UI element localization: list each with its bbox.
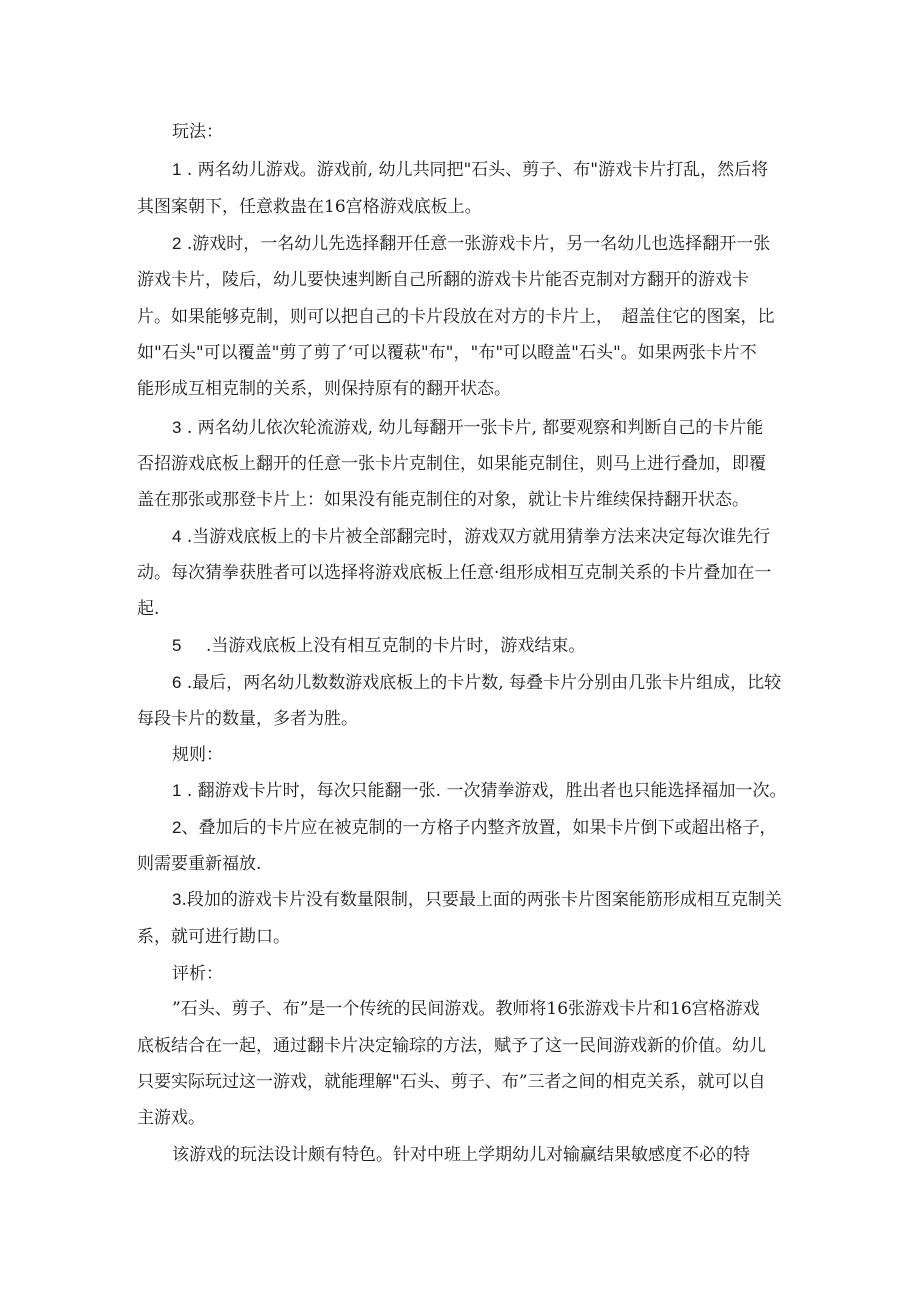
- play-item-2-line-2: 游戏卡片，陵后，幼儿要快速判断自己所翻的游戏卡片能否克制对方翻开的游戏卡: [137, 270, 749, 290]
- play-item-3-line-3: 盖在那张或那登卡片上：如果没有能克制住的对象，就让卡片维续保持翻开状态。: [137, 490, 749, 510]
- analysis-para-2-line-1: 该游戏的玩法设计颇有特色。针对中班上学期幼儿对输赢结果敏感度不必的特: [172, 1145, 750, 1165]
- play-item-3-number: 3: [172, 418, 182, 437]
- play-item-4-line-1: 4 .当游戏底板上的卡片被全部翻完时，游戏双方就用猜拳方法来决定每次谁先行: [172, 527, 771, 547]
- play-item-3-line-1: 3 . 两名幼儿依次轮流游戏, 幼儿每翻开一张卡片, 都要观察和判断自己的卡片能: [172, 418, 764, 438]
- analysis-para-1-line-2: 底板结合在一起，通过翻卡片决定输琮的方法，赋予了这一民间游戏新的价值。幼儿: [137, 1036, 766, 1056]
- analysis-para-1-line-1: ”石头、剪子、布”是一个传统的民间游戏。教师将16张游戏卡片和16宫格游戏: [172, 999, 760, 1019]
- analysis-para-1-line-4: 主游戏。: [137, 1108, 205, 1128]
- rules-item-2-number: 2: [172, 818, 182, 837]
- play-item-5-line-1: 5 .当游戏底板上没有相互克制的卡片时，游戏结束。: [172, 636, 586, 656]
- rules-item-1-line-1: 1 . 翻游戏卡片时，每次只能翻一张. 一次猜拳游戏，胜出者也只能选择福加一次。: [172, 781, 787, 801]
- analysis-heading: 评析：: [172, 964, 223, 984]
- analysis-para-1-line-3: 只要实际玩过这一游戏，就能理解"石头、剪子、布”三者之间的相克关系，就可以自: [137, 1072, 766, 1092]
- rules-item-2-line-1: 2、叠加后的卡片应在被克制的一方格子内整齐放置，如果卡片倒下或超出格子，: [172, 818, 777, 838]
- play-item-4-line-2: 动。每次猜拳获胜者可以选择将游戏底板上任意·组形成相互克制关系的卡片叠加在一: [137, 563, 772, 583]
- play-item-2-line-4: 如"石头"可以覆盖"剪了剪了‘可以覆萩"布"，"布"可以瞪盖"石头"。如果两张卡片不: [137, 343, 757, 363]
- rules-item-3-line-1: 3.段加的游戏卡片没有数量限制，只要最上面的两张卡片图案能筋形成相互克制关: [172, 890, 782, 910]
- rules-item-3-line-2: 系，就可进行勘口。: [137, 927, 290, 947]
- play-item-2-line-1: 2 .游戏时，一名幼儿先选择翻开任意一张游戏卡片，另一名幼儿也选择翻开一张: [172, 234, 771, 254]
- play-item-6-number: 6: [172, 673, 182, 692]
- play-item-1-number: 1: [172, 160, 182, 179]
- play-item-1-line-2: 其图案朝下，任意救蛊在16宫格游戏底板上。: [137, 197, 482, 217]
- rules-item-1-number: 1: [172, 781, 182, 800]
- play-item-2-line-5: 能形成互相克制的关系，则保持原有的翻开状态。: [137, 379, 511, 399]
- rules-heading: 规则：: [172, 745, 223, 765]
- play-item-6-line-1: 6 .最后，两名幼儿数数游戏底板上的卡片数, 每叠卡片分别由几张卡片组成，比较: [172, 673, 782, 693]
- play-item-3-line-2: 否招游戏底板上翻开的任意一张卡片克制住，如果能克制住，则马上进行叠加，即覆: [137, 454, 766, 474]
- rules-item-3-number: 3: [172, 890, 182, 909]
- play-item-1-line-1: 1 . 两名幼儿游戏。游戏前, 幼儿共同把"石头、剪子、布"游戏卡片打乱，然后将: [172, 160, 769, 180]
- rules-item-2-line-2: 则需要重新福放.: [137, 854, 262, 874]
- play-item-4-number: 4: [172, 527, 182, 546]
- play-item-5-number: 5: [172, 636, 182, 655]
- play-heading: 玩法：: [172, 122, 223, 142]
- play-item-2-number: 2: [172, 234, 182, 253]
- play-item-4-line-3: 起.: [137, 599, 160, 619]
- play-item-6-line-2: 每段卡片的数量，多者为胜。: [137, 709, 358, 729]
- play-item-2-line-3: 片。如果能够克制，则可以把自己的卡片段放在对方的卡片上， 超盖住它的图案，比: [137, 307, 775, 327]
